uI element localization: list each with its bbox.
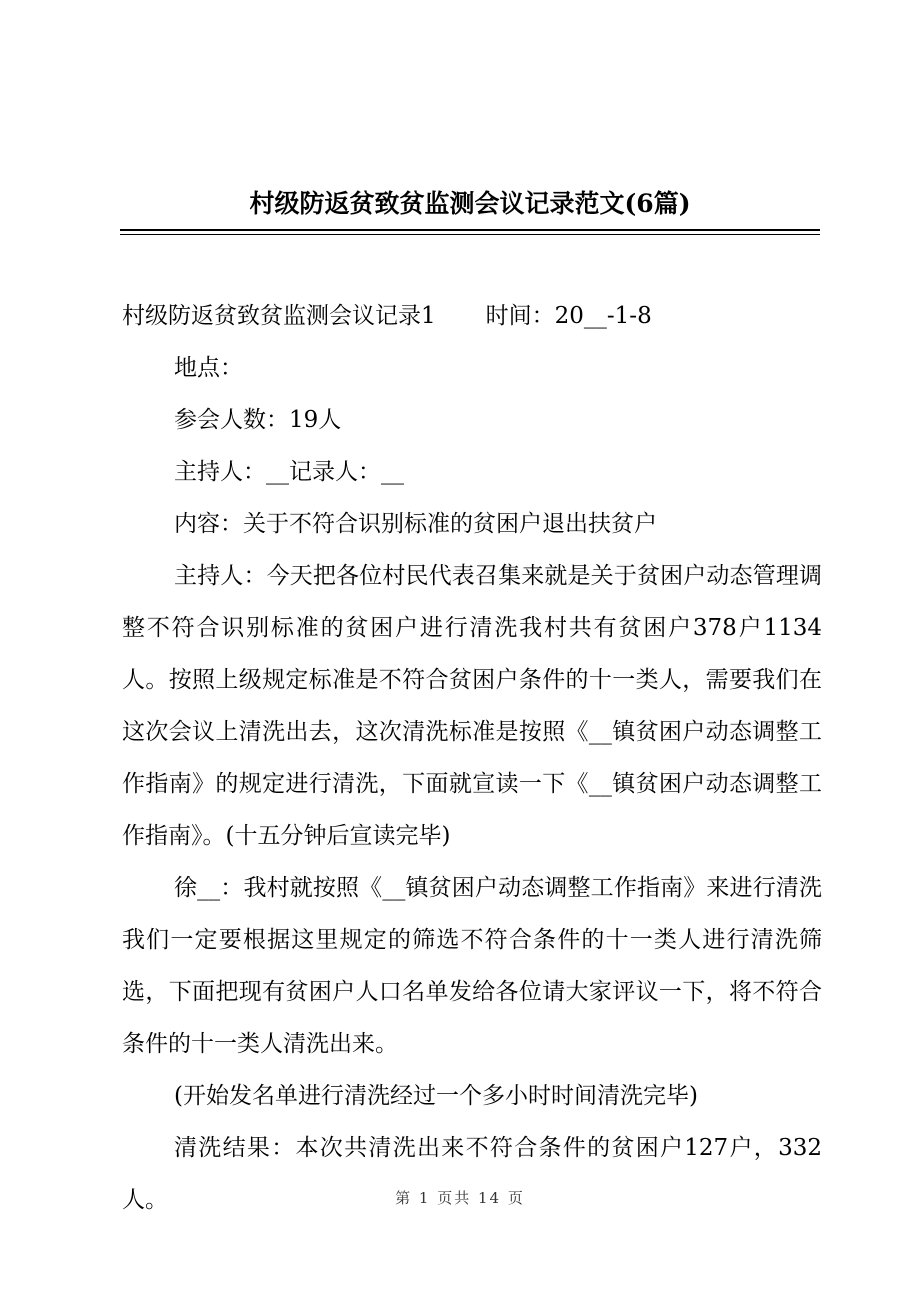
record-time: 时间：20__-1-8 (485, 303, 652, 329)
document-body (122, 290, 822, 1226)
paragraph-result: 清洗结果：本次共清洗出来不符合条件的贫困户127户，332人。 (122, 1135, 822, 1213)
paragraph-host-recorder: 主持人：__记录人：__ (174, 459, 404, 485)
first-line (122, 290, 822, 342)
paragraph-content: 内容：关于不符合识别标准的贫困户退出扶贫户 (174, 511, 657, 537)
record-heading: 村级防返贫致贫监测会议记录1 (122, 303, 436, 329)
title-rule-thick (120, 229, 820, 231)
page-footer: 第 1 页共 14 页 (395, 1189, 525, 1207)
paragraph-attendees: 参会人数：19人 (174, 407, 342, 433)
paragraph-location: 地点： (174, 355, 243, 381)
paragraph-host-speech: 主持人：今天把各位村民代表召集来就是关于贫困户动态管理调整不符合识别标准的贫困户进行清洗我村共有贫困户378户1134人。按照上级规定标准是不符合贫困户条件的十一类人，需要我们在这次会议上清洗出去，这次清洗标准是按照《__镇贫困户动态调整工作指南》的规定进行清洗，下面就宣读一下《__镇贫困户动态调整工作指南》。(十五分钟后宣读完毕) (122, 563, 822, 849)
paragraph-process-note: (开始发名单进行清洗经过一个多小时时间清洗完毕) (174, 1083, 698, 1109)
document-title: 村级防返贫致贫监测会议记录范文(6篇) (249, 189, 691, 218)
title-rule-thin (120, 234, 820, 235)
paragraph-xu-speech: 徐__：我村就按照《__镇贫困户动态调整工作指南》来进行清洗我们一定要根据这里规定的筛选不符合条件的十一类人进行清洗筛选，下面把现有贫困户人口名单发给各位请大家评议一下，将不符合条件的十一类人清洗出来。 (122, 875, 822, 1057)
